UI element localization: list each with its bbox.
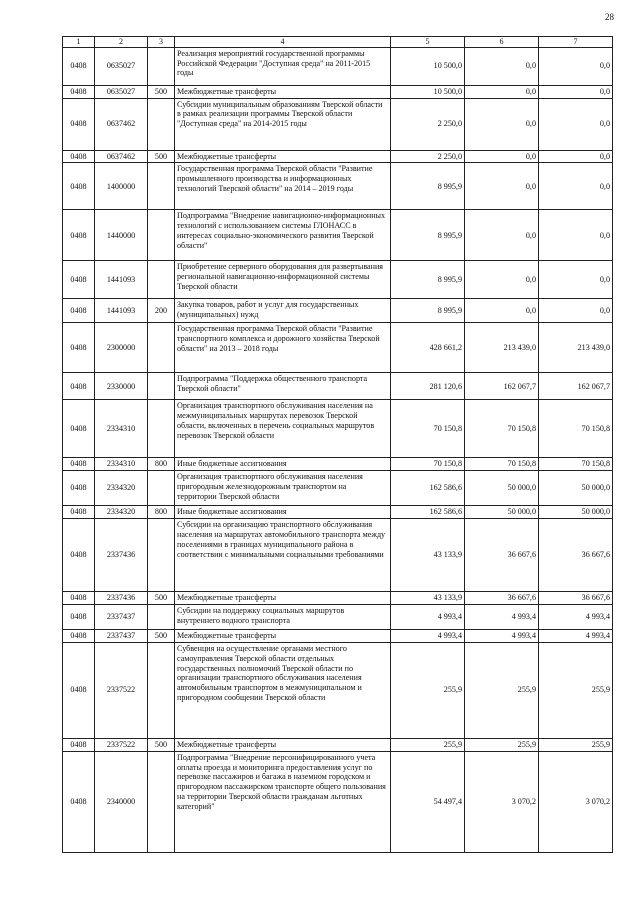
cell-amount-2016: 0,0 <box>539 261 613 299</box>
cell-amount-2015: 70 150,8 <box>465 400 539 458</box>
table-row <box>63 471 613 506</box>
cell-amount-2014: 4 993,4 <box>391 605 465 630</box>
table-row <box>63 373 613 400</box>
cell-target-code: 1400000 <box>95 163 148 210</box>
cell-description: Иные бюджетные ассигнования <box>175 506 391 519</box>
cell-target-code: 2337436 <box>95 592 148 605</box>
cell-amount-2015: 4 993,4 <box>465 630 539 643</box>
cell-description: Межбюджетные трансферты <box>175 738 391 751</box>
table-row <box>63 751 613 852</box>
cell-section-code: 0408 <box>63 751 95 852</box>
cell-amount-2014: 10 500,0 <box>391 85 465 98</box>
cell-expense-type <box>148 605 175 630</box>
cell-amount-2014: 2 250,0 <box>391 98 465 150</box>
cell-expense-type: 800 <box>148 506 175 519</box>
cell-expense-type <box>148 47 175 85</box>
cell-description: Межбюджетные трансферты <box>175 592 391 605</box>
cell-amount-2014: 4 993,4 <box>391 630 465 643</box>
cell-section-code: 0408 <box>63 85 95 98</box>
header-row <box>63 37 613 48</box>
table-row <box>63 605 613 630</box>
table-row <box>63 85 613 98</box>
cell-amount-2015: 4 993,4 <box>465 605 539 630</box>
cell-description: Приобретение серверного оборудования для развертывания региональной навигационно-информационной системы Тверской области <box>175 261 391 299</box>
cell-section-code: 0408 <box>63 373 95 400</box>
cell-target-code: 1441093 <box>95 261 148 299</box>
header-col-1: 1 <box>63 37 95 48</box>
cell-amount-2015: 0,0 <box>465 98 539 150</box>
cell-section-code: 0408 <box>63 630 95 643</box>
cell-amount-2015: 255,9 <box>465 738 539 751</box>
cell-target-code: 2337522 <box>95 738 148 751</box>
cell-description: Иные бюджетные ассигнования <box>175 458 391 471</box>
cell-target-code: 2337437 <box>95 605 148 630</box>
cell-amount-2014: 43 133,9 <box>391 592 465 605</box>
table-row <box>63 150 613 163</box>
cell-section-code: 0408 <box>63 98 95 150</box>
cell-amount-2016: 0,0 <box>539 163 613 210</box>
cell-description: Организация транспортного обслуживания населения пригородным железнодорожным транспортом на территории Тверской области <box>175 471 391 506</box>
cell-section-code: 0408 <box>63 47 95 85</box>
cell-amount-2016: 50 000,0 <box>539 471 613 506</box>
table-row <box>63 400 613 458</box>
cell-amount-2015: 3 070,2 <box>465 751 539 852</box>
table-row <box>63 163 613 210</box>
header-col-4: 4 <box>175 37 391 48</box>
cell-amount-2016: 0,0 <box>539 210 613 261</box>
cell-section-code: 0408 <box>63 519 95 592</box>
cell-description: Закупка товаров, работ и услуг для государственных (муниципальных) нужд <box>175 299 391 323</box>
cell-description: Организация транспортного обслуживания населения на межмуниципальных маршрутах перевозок Тверской области, включенных в перечень социальных маршрутов перевозок Тверской области <box>175 400 391 458</box>
cell-amount-2015: 0,0 <box>465 85 539 98</box>
cell-expense-type: 500 <box>148 738 175 751</box>
cell-expense-type <box>148 323 175 373</box>
cell-target-code: 0635027 <box>95 85 148 98</box>
cell-amount-2014: 8 995,9 <box>391 210 465 261</box>
cell-description: Реализация мероприятий государственной программы Российской Федерации "Доступная среда" на 2011-2015 годы <box>175 47 391 85</box>
cell-amount-2016: 0,0 <box>539 98 613 150</box>
cell-description: Субсидии муниципальным образованиям Тверской области в рамках реализации программы Тверской области "Доступная среда" на 2014-2015 годы <box>175 98 391 150</box>
cell-amount-2014: 2 250,0 <box>391 150 465 163</box>
cell-amount-2016: 0,0 <box>539 85 613 98</box>
cell-amount-2014: 8 995,9 <box>391 299 465 323</box>
cell-target-code: 1441093 <box>95 299 148 323</box>
cell-amount-2014: 255,9 <box>391 738 465 751</box>
table-row <box>63 458 613 471</box>
cell-target-code: 0637462 <box>95 150 148 163</box>
cell-target-code: 2337522 <box>95 642 148 738</box>
cell-description: Субвенция на осуществление органами местного самоуправления Тверской области отдельных государственных полномочий Тверской области по организации транспортного обслуживания населения автомобильным транспортом в межмуниципальном и пригородном сообщении Тверской области <box>175 642 391 738</box>
cell-description: Субсидии на организацию транспортного обслуживания населения на маршрутах автомобильного транспорта между поселениями в границах муниципального района в соответствии с минимальными социальными требованиями <box>175 519 391 592</box>
cell-description: Межбюджетные трансферты <box>175 85 391 98</box>
cell-description: Межбюджетные трансферты <box>175 150 391 163</box>
cell-amount-2014: 10 500,0 <box>391 47 465 85</box>
cell-amount-2014: 8 995,9 <box>391 261 465 299</box>
cell-amount-2016: 255,9 <box>539 738 613 751</box>
cell-amount-2016: 255,9 <box>539 642 613 738</box>
cell-amount-2016: 0,0 <box>539 47 613 85</box>
cell-amount-2015: 0,0 <box>465 47 539 85</box>
cell-amount-2014: 162 586,6 <box>391 471 465 506</box>
cell-section-code: 0408 <box>63 738 95 751</box>
table-row <box>63 299 613 323</box>
table-row <box>63 261 613 299</box>
cell-amount-2014: 162 586,6 <box>391 506 465 519</box>
cell-section-code: 0408 <box>63 163 95 210</box>
table-row <box>63 592 613 605</box>
cell-amount-2015: 0,0 <box>465 150 539 163</box>
cell-amount-2016: 36 667,6 <box>539 519 613 592</box>
cell-amount-2016: 4 993,4 <box>539 630 613 643</box>
cell-expense-type <box>148 163 175 210</box>
cell-amount-2015: 0,0 <box>465 210 539 261</box>
cell-section-code: 0408 <box>63 210 95 261</box>
cell-expense-type <box>148 373 175 400</box>
table-row <box>63 47 613 85</box>
cell-expense-type: 200 <box>148 299 175 323</box>
cell-section-code: 0408 <box>63 642 95 738</box>
cell-amount-2014: 8 995,9 <box>391 163 465 210</box>
cell-amount-2016: 213 439,0 <box>539 323 613 373</box>
table-row <box>63 642 613 738</box>
cell-target-code: 2330000 <box>95 373 148 400</box>
cell-amount-2016: 50 000,0 <box>539 506 613 519</box>
cell-amount-2014: 43 133,9 <box>391 519 465 592</box>
cell-section-code: 0408 <box>63 605 95 630</box>
table-row <box>63 738 613 751</box>
cell-expense-type: 500 <box>148 150 175 163</box>
cell-target-code: 1440000 <box>95 210 148 261</box>
cell-amount-2016: 3 070,2 <box>539 751 613 852</box>
cell-description: Субсидии на поддержку социальных маршрутов внутреннего водного транспорта <box>175 605 391 630</box>
cell-amount-2015: 50 000,0 <box>465 471 539 506</box>
cell-expense-type <box>148 210 175 261</box>
table-row <box>63 323 613 373</box>
table-body <box>63 47 613 852</box>
cell-section-code: 0408 <box>63 458 95 471</box>
cell-expense-type: 800 <box>148 458 175 471</box>
cell-amount-2016: 36 667,6 <box>539 592 613 605</box>
cell-expense-type: 500 <box>148 630 175 643</box>
table-row <box>63 506 613 519</box>
cell-amount-2015: 36 667,6 <box>465 592 539 605</box>
cell-expense-type <box>148 261 175 299</box>
cell-expense-type <box>148 519 175 592</box>
cell-amount-2015: 36 667,6 <box>465 519 539 592</box>
cell-amount-2014: 70 150,8 <box>391 400 465 458</box>
cell-expense-type <box>148 400 175 458</box>
page-number: 28 <box>605 12 614 22</box>
cell-amount-2014: 70 150,8 <box>391 458 465 471</box>
cell-target-code: 2334310 <box>95 458 148 471</box>
table-row <box>63 630 613 643</box>
cell-section-code: 0408 <box>63 150 95 163</box>
cell-description: Государственная программа Тверской области "Развитие транспортного комплекса и дорожного хозяйства Тверской области" на 2013 – 2018 годы <box>175 323 391 373</box>
cell-target-code: 2340000 <box>95 751 148 852</box>
cell-amount-2016: 0,0 <box>539 150 613 163</box>
header-col-3: 3 <box>148 37 175 48</box>
cell-amount-2015: 70 150,8 <box>465 458 539 471</box>
cell-target-code: 2334320 <box>95 506 148 519</box>
cell-expense-type <box>148 642 175 738</box>
cell-section-code: 0408 <box>63 323 95 373</box>
cell-target-code: 0635027 <box>95 47 148 85</box>
cell-amount-2016: 162 067,7 <box>539 373 613 400</box>
cell-amount-2015: 255,9 <box>465 642 539 738</box>
cell-expense-type <box>148 98 175 150</box>
cell-amount-2015: 213 439,0 <box>465 323 539 373</box>
cell-description: Государственная программа Тверской области "Развитие промышленного производства и информационных технологий Тверской области" на 2014 – 2019 годы <box>175 163 391 210</box>
cell-expense-type: 500 <box>148 592 175 605</box>
cell-amount-2015: 0,0 <box>465 163 539 210</box>
cell-section-code: 0408 <box>63 592 95 605</box>
cell-amount-2014: 54 497,4 <box>391 751 465 852</box>
cell-amount-2014: 255,9 <box>391 642 465 738</box>
cell-target-code: 2337436 <box>95 519 148 592</box>
header-col-2: 2 <box>95 37 148 48</box>
cell-amount-2015: 162 067,7 <box>465 373 539 400</box>
cell-section-code: 0408 <box>63 261 95 299</box>
cell-target-code: 2334310 <box>95 400 148 458</box>
cell-target-code: 0637462 <box>95 98 148 150</box>
cell-description: Подпрограмма "Внедрение персонифицированного учета оплаты проезда и мониторинга предоставления услуг по перевозке пассажиров и багажа в наземном городском и пригородном пассажирском транспорте общего пользования на территории Тверской области гражданам льготных категорий" <box>175 751 391 852</box>
cell-target-code: 2334320 <box>95 471 148 506</box>
cell-section-code: 0408 <box>63 506 95 519</box>
table-row <box>63 519 613 592</box>
header-col-7: 7 <box>539 37 613 48</box>
cell-amount-2015: 0,0 <box>465 261 539 299</box>
cell-amount-2015: 50 000,0 <box>465 506 539 519</box>
cell-section-code: 0408 <box>63 299 95 323</box>
cell-section-code: 0408 <box>63 400 95 458</box>
cell-amount-2016: 70 150,8 <box>539 400 613 458</box>
table-row <box>63 98 613 150</box>
cell-target-code: 2300000 <box>95 323 148 373</box>
budget-table <box>62 36 613 853</box>
cell-description: Межбюджетные трансферты <box>175 630 391 643</box>
cell-expense-type <box>148 751 175 852</box>
cell-expense-type <box>148 471 175 506</box>
cell-description: Подпрограмма "Поддержка общественного транспорта Тверской области" <box>175 373 391 400</box>
cell-target-code: 2337437 <box>95 630 148 643</box>
cell-section-code: 0408 <box>63 471 95 506</box>
cell-amount-2014: 428 661,2 <box>391 323 465 373</box>
cell-amount-2016: 70 150,8 <box>539 458 613 471</box>
header-col-6: 6 <box>465 37 539 48</box>
table-row <box>63 210 613 261</box>
cell-amount-2016: 0,0 <box>539 299 613 323</box>
cell-amount-2014: 281 120,6 <box>391 373 465 400</box>
cell-expense-type: 500 <box>148 85 175 98</box>
cell-amount-2015: 0,0 <box>465 299 539 323</box>
cell-description: Подпрограмма "Внедрение навигационно-информационных технологий с использованием системы ГЛОНАСС в интересах социально-экономического развития Тверской области" <box>175 210 391 261</box>
cell-amount-2016: 4 993,4 <box>539 605 613 630</box>
header-col-5: 5 <box>391 37 465 48</box>
